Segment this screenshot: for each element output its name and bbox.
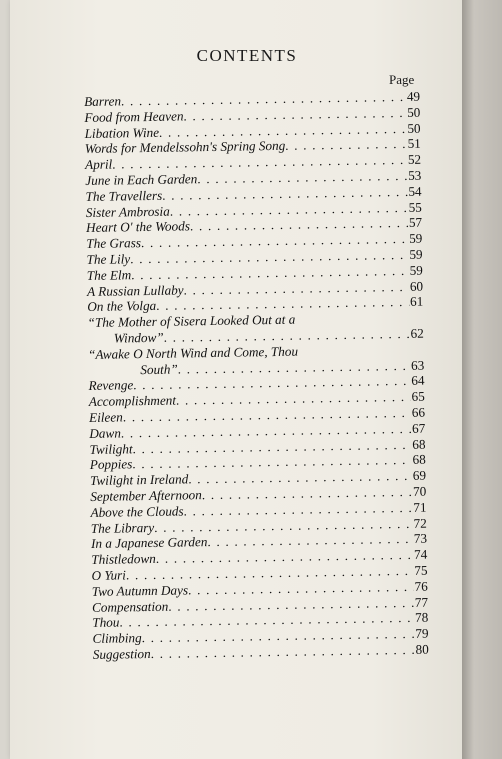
toc-entry-title: Two Autumn Days (91, 582, 189, 599)
toc-entry-title: O Yuri (91, 567, 127, 583)
toc-entry-page: 50 (407, 104, 421, 120)
toc-entry-title: Thistledown (91, 551, 156, 568)
toc-entry-page: 63 (410, 357, 425, 373)
toc-entry-page: 70 (412, 483, 427, 499)
toc-entry-page: 64 (411, 373, 425, 389)
toc-entry-page: 68 (412, 436, 426, 452)
toc-entry-title: Words for Mendelssohn's Spring Song (84, 138, 286, 157)
toc-entry-title: Eileen (88, 409, 123, 425)
toc-entry-title: Suggestion (92, 645, 151, 662)
toc-entry-title: Heart O' the Woods (85, 218, 191, 236)
toc-entry-title: Barren (84, 93, 122, 109)
toc-entry-page: 73 (413, 530, 428, 547)
page-edge (462, 0, 502, 759)
toc-entry-title: “Awake O North Wind and Come, Thou (87, 343, 299, 362)
toc-entry-title: Climbing (92, 630, 142, 647)
toc-entry-continued: South” (140, 361, 178, 377)
toc-entry-page: 71 (413, 499, 427, 515)
toc-entry-title: Above the Clouds (90, 503, 184, 520)
toc-entry-page: 61 (409, 294, 424, 310)
toc-entry-title: A Russian Lullaby (86, 282, 184, 299)
toc-entry-title: The Travellers (85, 187, 163, 204)
toc-entry-page: 60 (409, 278, 424, 294)
toc-entry-page: 51 (407, 136, 421, 152)
toc-entry-title: Accomplishment (88, 392, 177, 410)
toc-entry-title: Libation Wine (84, 124, 160, 141)
toc-entry-title: Twilight (89, 440, 133, 457)
toc-entry-page: 62 (410, 325, 424, 341)
toc-entry-page: 59 (409, 246, 423, 262)
toc-entry-page: 74 (413, 546, 428, 562)
toc-entry-title: The Lily (86, 251, 131, 267)
toc-entry-title: The Grass (86, 235, 142, 252)
toc-entry-title: Poppies (89, 456, 133, 473)
toc-entry-page: 80 (415, 641, 429, 657)
toc-entry-page: 57 (408, 215, 423, 231)
toc-entry-title: Twilight in Ireland (89, 471, 189, 489)
toc-entry-title: Food from Heaven (84, 108, 184, 125)
toc-entry-page: 69 (412, 467, 427, 484)
toc-entry-page: 53 (408, 167, 422, 183)
toc-entry-continued: Window” (113, 329, 164, 346)
toc-entry-title: Compensation (91, 598, 169, 615)
page-column-label: Page (389, 72, 415, 87)
toc-entry-page: 67 (411, 420, 426, 436)
toc-entry-page: 59 (409, 230, 423, 247)
dot-leader (285, 136, 407, 154)
contents-list (84, 89, 429, 663)
toc-entry-title: September Afternoon (90, 487, 202, 504)
toc-entry-page: 66 (411, 404, 426, 420)
toc-entry-page: 68 (412, 452, 426, 468)
toc-entry-title: Dawn (89, 425, 121, 441)
toc-entry-title: Thou (92, 614, 120, 631)
toc-entry-page: 54 (408, 183, 422, 199)
toc-entry-page: 75 (414, 562, 428, 578)
toc-entry-page: 77 (414, 594, 429, 610)
toc-entry-title: “The Mother of Sisera Looked Out at a (87, 311, 296, 331)
toc-entry-page: 49 (406, 88, 421, 104)
toc-entry-title: Sister Ambrosia (85, 203, 170, 220)
contents-heading: CONTENTS (196, 46, 298, 65)
toc-entry-page: 78 (414, 609, 429, 626)
toc-entry-title: The Library (90, 519, 155, 536)
toc-entry-page: 52 (407, 151, 422, 168)
toc-entry-title: April (84, 156, 113, 173)
toc-entry-title: Revenge (88, 377, 134, 394)
toc-entry-page: 59 (409, 262, 423, 278)
toc-entry-page: 55 (408, 199, 422, 215)
toc-entry-page: 76 (414, 578, 428, 594)
toc-entry-title: The Elm (86, 267, 132, 283)
toc-entry-title: June in Each Garden (85, 171, 198, 188)
toc-entry-page: 50 (407, 120, 421, 136)
toc-entry-page: 79 (415, 625, 429, 641)
toc-entry-title: In a Japanese Garden (90, 534, 208, 552)
toc-entry-page: 65 (411, 388, 425, 405)
toc-entry-page: 72 (413, 515, 427, 531)
toc-entry-title: On the Volga (87, 298, 157, 315)
